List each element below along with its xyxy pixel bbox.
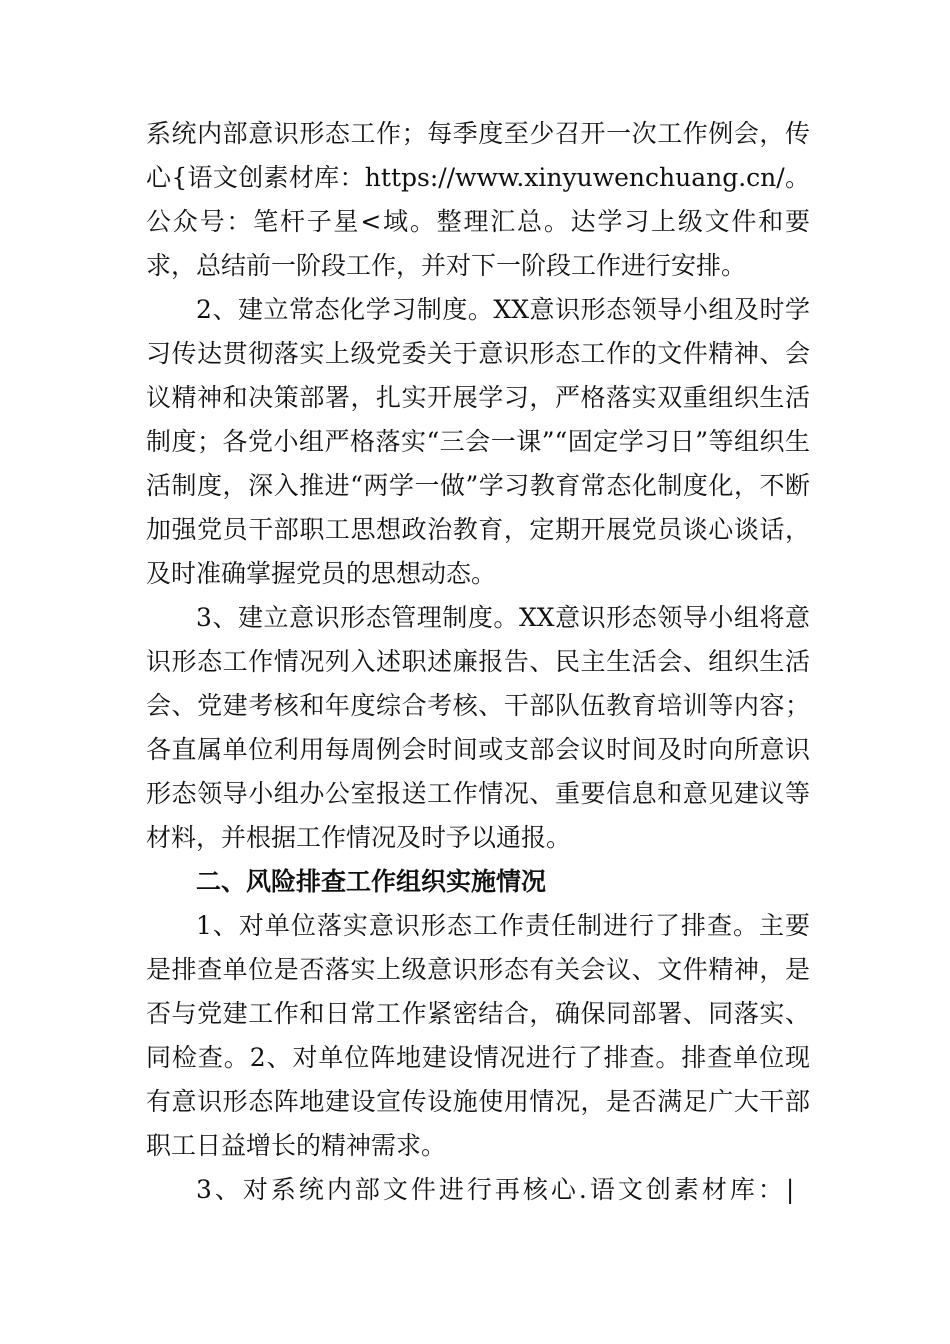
paragraph-5: 3、对系统内部文件进行再核心.语文创素材库：| <box>196 1175 798 1204</box>
paragraph-2: 2、建立常态化学习制度。XX意识形态领导小组及时学习传达贯彻落实上级党委关于意识形态工作的文件精神、会议精神和决策部署，扎实开展学习，严格落实双重组织生活制度；各党小组严格落实“三会一课”“固定学习日”等组织生活制度，深入推进“两学一做”学习教育常态化制度化，不断加强党员干部职工思想政治教育，定期开展党员谈心谈话，及时准确掌握党员的思想动态。 <box>146 295 810 588</box>
document-body <box>146 112 810 1212</box>
paragraph-1: 系统内部意识形态工作；每季度至少召开一次工作例会，传心{语文创素材库：https://www.xinyuwenchuang.cn/。公众号：笔杆子星<域。整理汇总。达学习上级文件和要求，总结前一阶段工作，并对下一阶段工作进行安排。 <box>146 119 810 280</box>
paragraph-4: 1、对单位落实意识形态工作责任制进行了排查。主要是排查单位是否落实上级意识形态有关会议、文件精神，是否与党建工作和日常工作紧密结合，确保同部署、同落实、同检查。2、对单位阵地建设情况进行了排查。排查单位现有意识形态阵地建设宣传设施使用情况，是否满足广大干部职工日益增长的精神需求。 <box>146 911 810 1160</box>
paragraph-3: 3、建立意识形态管理制度。XX意识形态领导小组将意识形态工作情况列入述职述廉报告、民主生活会、组织生活会、党建考核和年度综合考核、干部队伍教育培训等内容；各直属单位利用每周例会时间或支部会议时间及时向所意识形态领导小组办公室报送工作情况、重要信息和意见建议等材料，并根据工作情况及时予以通报。 <box>146 603 810 852</box>
section-heading: 二、风险排查工作组织实施情况 <box>196 867 547 896</box>
